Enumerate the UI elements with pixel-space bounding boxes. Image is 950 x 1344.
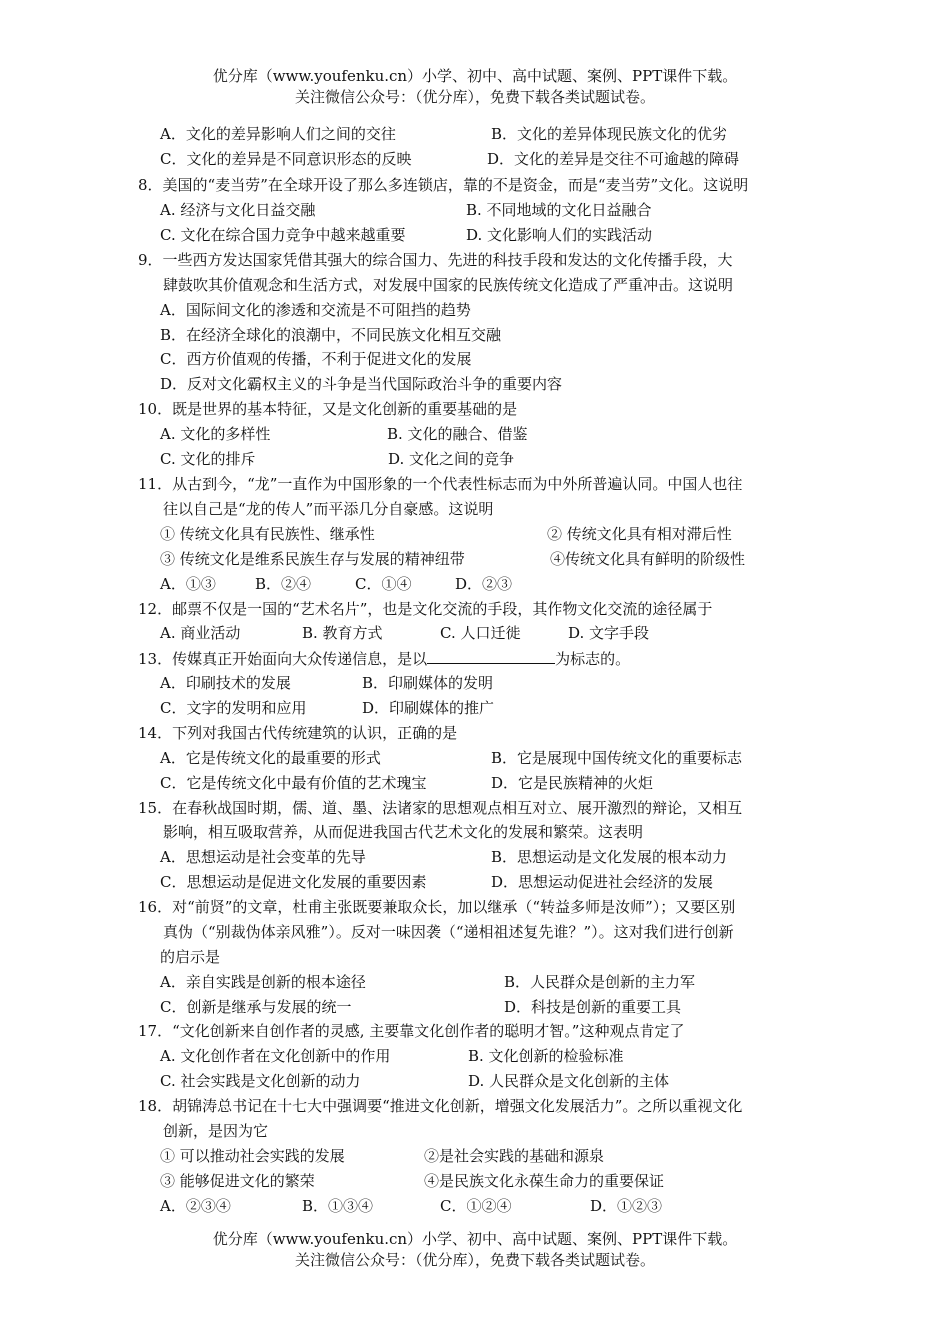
- q16-stem-line-1: 16．对“前贤”的文章，杜甫主张既要兼取众长，加以继承（“转益多师是汝师”）；又要区别: [138, 898, 736, 916]
- q18-item-4: ④是民族文化永葆生命力的重要保证: [424, 1172, 665, 1190]
- q9-option-d: D．反对文化霸权主义的斗争是当代国际政治斗争的重要内容: [160, 375, 563, 393]
- q7-option-b: B．文化的差异体现民族文化的优劣: [491, 125, 728, 143]
- q9-stem-line-2: 肆鼓吹其价值观念和生活方式，对发展中国家的民族传统文化造成了严重冲击。这说明: [163, 276, 734, 294]
- q11-option-d: D．②③: [455, 575, 513, 593]
- q13-stem-suffix: 为标志的。: [555, 650, 631, 668]
- q11-stem-line-2: 往以自己是“龙的传人”而平添几分自豪感。这说明: [163, 500, 494, 518]
- q13-answer-blank: [427, 646, 555, 664]
- q16-stem-line-3: 的启示是: [160, 948, 221, 966]
- q8-option-b: B. 不同地域的文化日益融合: [466, 201, 652, 219]
- q10-option-c: C. 文化的排斥: [160, 450, 256, 468]
- q10-option-b: B. 文化的融合、借鉴: [387, 425, 528, 443]
- q11-option-c: C．①④: [355, 575, 412, 593]
- q8-option-d: D. 文化影响人们的实践活动: [466, 226, 653, 244]
- q16-option-d: D．科技是创新的重要工具: [504, 998, 682, 1016]
- q13-option-b: B．印刷媒体的发明: [362, 674, 494, 692]
- q17-stem: 17．“文化创新来自创作者的灵感, 主要靠文化创作者的聪明才智。”这种观点肯定了: [138, 1022, 685, 1040]
- q7-option-d: D．文化的差异是交往不可逾越的障碍: [487, 150, 740, 168]
- q11-item-4: ④传统文化具有鲜明的阶级性: [550, 550, 746, 568]
- q12-option-c: C. 人口迁徙: [440, 624, 521, 642]
- q11-stem-line-1: 11．从古到今，“龙”一直作为中国形象的一个代表性标志而为中外所普遍认同。中国人也往: [138, 475, 743, 493]
- q11-option-b: B．②④: [255, 575, 312, 593]
- q16-stem-line-2: 真伪（“别裁伪体亲风雅”）。反对一味因袭（“递相祖述复先谁？”）。这对我们进行创新: [163, 923, 734, 941]
- footer-line-1: 优分库（www.youfenku.cn）小学、初中、高中试题、案例、PPT课件下载。: [212, 1230, 738, 1248]
- q18-option-d: D．①②③: [590, 1197, 663, 1215]
- q12-stem: 12．邮票不仅是一国的“艺术名片”，也是文化交流的手段，其作物文化交流的途径属于: [138, 600, 713, 618]
- q9-option-c: C．西方价值观的传播，不利于促进文化的发展: [160, 350, 472, 368]
- q14-stem: 14．下列对我国古代传统建筑的认识，正确的是: [138, 724, 458, 742]
- q18-item-3: ③ 能够促进文化的繁荣: [160, 1172, 315, 1190]
- q11-item-2: ② 传统文化具有相对滞后性: [547, 525, 732, 543]
- q18-item-2: ②是社会实践的基础和源泉: [424, 1147, 605, 1165]
- q18-stem-line-2: 创新，是因为它: [163, 1122, 269, 1140]
- q9-stem-line-1: 9．一些西方发达国家凭借其强大的综合国力、先进的科技手段和发达的文化传播手段，大: [138, 251, 733, 269]
- q15-option-c: C．思想运动是促进文化发展的重要因素: [160, 873, 427, 891]
- q8-option-c: C. 文化在综合国力竞争中越来越重要: [160, 226, 406, 244]
- q15-option-b: B．思想运动是文化发展的根本动力: [491, 848, 728, 866]
- q12-option-a: A. 商业活动: [160, 624, 241, 642]
- q18-item-1: ① 可以推动社会实践的发展: [160, 1147, 345, 1165]
- page-header: [0, 66, 950, 108]
- q14-option-c: C．它是传统文化中最有价值的艺术瑰宝: [160, 774, 427, 792]
- q17-option-d: D. 人民群众是文化创新的主体: [468, 1072, 670, 1090]
- q17-option-c: C. 社会实践是文化创新的动力: [160, 1072, 361, 1090]
- q7-option-a: A．文化的差异影响人们之间的交往: [160, 125, 396, 143]
- q14-option-d: D．它是民族精神的火炬: [491, 774, 654, 792]
- q17-option-a: A. 文化创作者在文化创新中的作用: [160, 1047, 391, 1065]
- q17-option-b: B. 文化创新的检验标准: [468, 1047, 624, 1065]
- q12-option-b: B. 教育方式: [302, 624, 383, 642]
- q12-option-d: D. 文字手段: [568, 624, 650, 642]
- q13-stem: [138, 646, 630, 671]
- q16-option-b: B．人民群众是创新的主力军: [504, 973, 696, 991]
- q18-option-a: A．②③④: [160, 1197, 231, 1215]
- q14-option-b: B．它是展现中国传统文化的重要标志: [491, 749, 743, 767]
- q7-option-c: C．文化的差异是不同意识形态的反映: [160, 150, 412, 168]
- q11-option-a: A．①③: [160, 575, 216, 593]
- q13-option-d: D．印刷媒体的推广: [362, 699, 495, 717]
- q8-option-a: A. 经济与文化日益交融: [160, 201, 316, 219]
- q15-option-a: A．思想运动是社会变革的先导: [160, 848, 366, 866]
- q13-stem-prefix: 13．传媒真正开始面向大众传递信息，是以: [138, 650, 428, 668]
- q11-item-1: ① 传统文化具有民族性、继承性: [160, 525, 375, 543]
- q15-stem-line-2: 影响，相互吸取营养，从而促进我国古代艺术文化的发展和繁荣。这表明: [163, 823, 644, 841]
- header-line-1: 优分库（www.youfenku.cn）小学、初中、高中试题、案例、PPT课件下载。: [212, 67, 738, 85]
- q18-option-b: B．①③④: [302, 1197, 374, 1215]
- q13-option-c: C．文字的发明和应用: [160, 699, 307, 717]
- q15-option-d: D．思想运动促进社会经济的发展: [491, 873, 714, 891]
- q18-option-c: C．①②④: [440, 1197, 512, 1215]
- q11-item-3: ③ 传统文化是维系民族生存与发展的精神纽带: [160, 550, 465, 568]
- q9-option-b: B．在经济全球化的浪潮中，不同民族文化相互交融: [160, 326, 502, 344]
- q10-option-d: D. 文化之间的竞争: [388, 450, 515, 468]
- page-footer: [0, 1229, 950, 1271]
- header-line-2: 关注微信公众号：（优分库），免费下载各类试题试卷。: [294, 88, 655, 106]
- q10-option-a: A. 文化的多样性: [160, 425, 271, 443]
- footer-line-2: 关注微信公众号：（优分库），免费下载各类试题试卷。: [294, 1251, 655, 1269]
- q10-stem: 10．既是世界的基本特征，又是文化创新的重要基础的是: [138, 400, 518, 418]
- q8-stem: 8．美国的“麦当劳”在全球开设了那么多连锁店，靠的不是资金，而是“麦当劳”文化。这说明: [138, 176, 749, 194]
- q13-option-a: A．印刷技术的发展: [160, 674, 291, 692]
- q9-option-a: A．国际间文化的渗透和交流是不可阻挡的趋势: [160, 301, 471, 319]
- q18-stem-line-1: 18．胡锦涛总书记在十七大中强调要“推进文化创新，增强文化发展活力”。之所以重视文化: [138, 1097, 743, 1115]
- q14-option-a: A．它是传统文化的最重要的形式: [160, 749, 381, 767]
- q16-option-a: A．亲自实践是创新的根本途径: [160, 973, 366, 991]
- q16-option-c: C．创新是继承与发展的统一: [160, 998, 352, 1016]
- q15-stem-line-1: 15．在春秋战国时期，儒、道、墨、法诸家的思想观点相互对立、展开激烈的辩论，又相互: [138, 799, 743, 817]
